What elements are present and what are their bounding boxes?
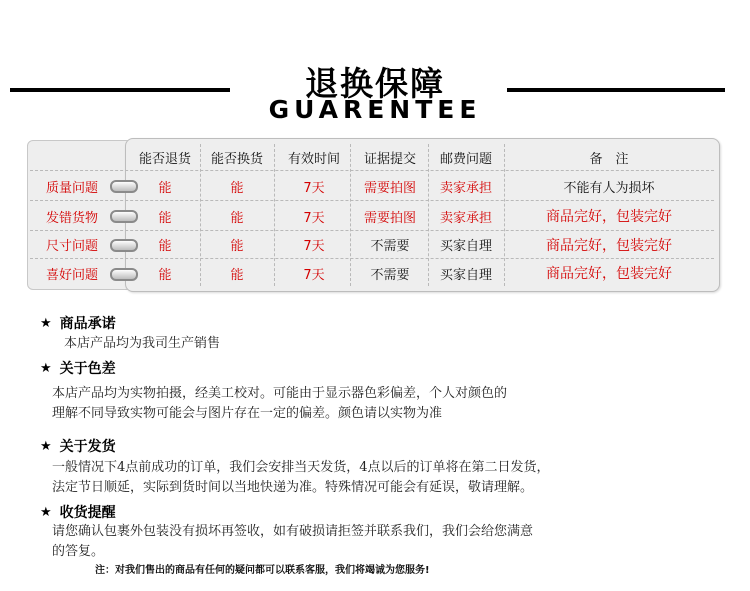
note-text: 理解不同导致实物可能会与图片存在一定的偏差。颜色请以实物为准: [52, 406, 443, 421]
col-header-remarks: 备 注: [589, 151, 629, 167]
note-text: 请您确认包裹外包装没有损坏再签收，如有破损请拒签并联系我们，我们会给您满意: [52, 524, 534, 539]
table-cell: 7天: [303, 267, 325, 283]
footer-note: 注：对我们售出的商品有任何的疑问都可以联系客服，我们将竭诚为您服务!: [95, 565, 430, 576]
table-cell-remark: 不能有人为损坏: [563, 180, 655, 196]
note-title: 收货提醒: [59, 505, 116, 521]
note-text: 一般情况下4点前成功的订单，我们会安排当天发货，4点以后的订单将在第二日发货，: [52, 460, 550, 475]
note-text: 的答复。: [52, 544, 105, 559]
row-divider: [30, 200, 714, 201]
table-cell: 不需要: [370, 239, 410, 254]
row-label: 喜好问题: [45, 267, 98, 283]
star-icon: ★: [40, 438, 52, 454]
table-cell: 需要拍图: [363, 180, 416, 196]
row-label: 质量问题: [45, 180, 98, 196]
column-divider: [200, 144, 201, 286]
table-cell: 能: [158, 267, 172, 283]
table-cell: 能: [158, 180, 172, 196]
star-icon: ★: [40, 360, 52, 376]
note-heading-color: [40, 358, 116, 378]
table-cell: 7天: [303, 210, 325, 226]
note-title: 关于发货: [59, 439, 116, 455]
note-text: 法定节日顺延，实际到货时间以当地快递为准。特殊情况可能会有延误，敬请理解。: [52, 480, 534, 495]
star-icon: ★: [40, 315, 52, 331]
table-cell-remark: 商品完好，包装完好: [546, 209, 672, 225]
row-label: 尺寸问题: [45, 239, 98, 254]
col-header-valid-time: 有效时间: [287, 151, 340, 167]
table-cell: 能: [158, 210, 172, 226]
col-header-evidence: 证据提交: [363, 151, 416, 167]
table-cell: 需要拍图: [363, 210, 416, 226]
page-subtitle: GUARENTEE: [268, 95, 482, 124]
table-cell: 买家自理: [439, 267, 492, 283]
table-cell: 能: [230, 267, 244, 283]
note-title: 商品承诺: [59, 316, 116, 332]
row-divider: [30, 170, 714, 171]
note-text: 本店产品均为实物拍摄，经美工校对。可能由于显示器色彩偏差，个人对颜色的: [52, 386, 508, 401]
table-cell: 能: [230, 239, 244, 254]
table-cell: 不需要: [370, 267, 410, 283]
table-cell: 能: [158, 239, 172, 254]
table-cell-remark: 商品完好，包装完好: [546, 266, 672, 282]
page-title: 退换保障: [305, 64, 445, 103]
note-heading-shipping: [40, 436, 116, 456]
table-cell: 7天: [303, 239, 325, 254]
table-cell: 能: [230, 180, 244, 196]
column-divider: [274, 144, 275, 286]
table-cell-remark: 商品完好，包装完好: [546, 237, 672, 254]
note-text: 本店产品均为我司生产销售: [64, 336, 221, 351]
table-cell: 7天: [303, 180, 325, 196]
star-icon: ★: [40, 504, 52, 520]
table-cell: 买家自理: [439, 239, 492, 254]
table-cell: 卖家承担: [439, 210, 492, 226]
note-title: 关于色差: [59, 361, 116, 377]
row-label: 发错货物: [45, 210, 98, 226]
table-cell: 能: [230, 210, 244, 226]
col-header-postage: 邮费问题: [439, 151, 492, 167]
col-header-exchange: 能否换货: [210, 151, 263, 167]
column-divider: [350, 144, 351, 286]
col-header-return: 能否退货: [138, 151, 191, 167]
note-heading-receipt: [40, 502, 116, 522]
note-heading-promise: [40, 313, 116, 333]
table-cell: 卖家承担: [439, 180, 492, 196]
